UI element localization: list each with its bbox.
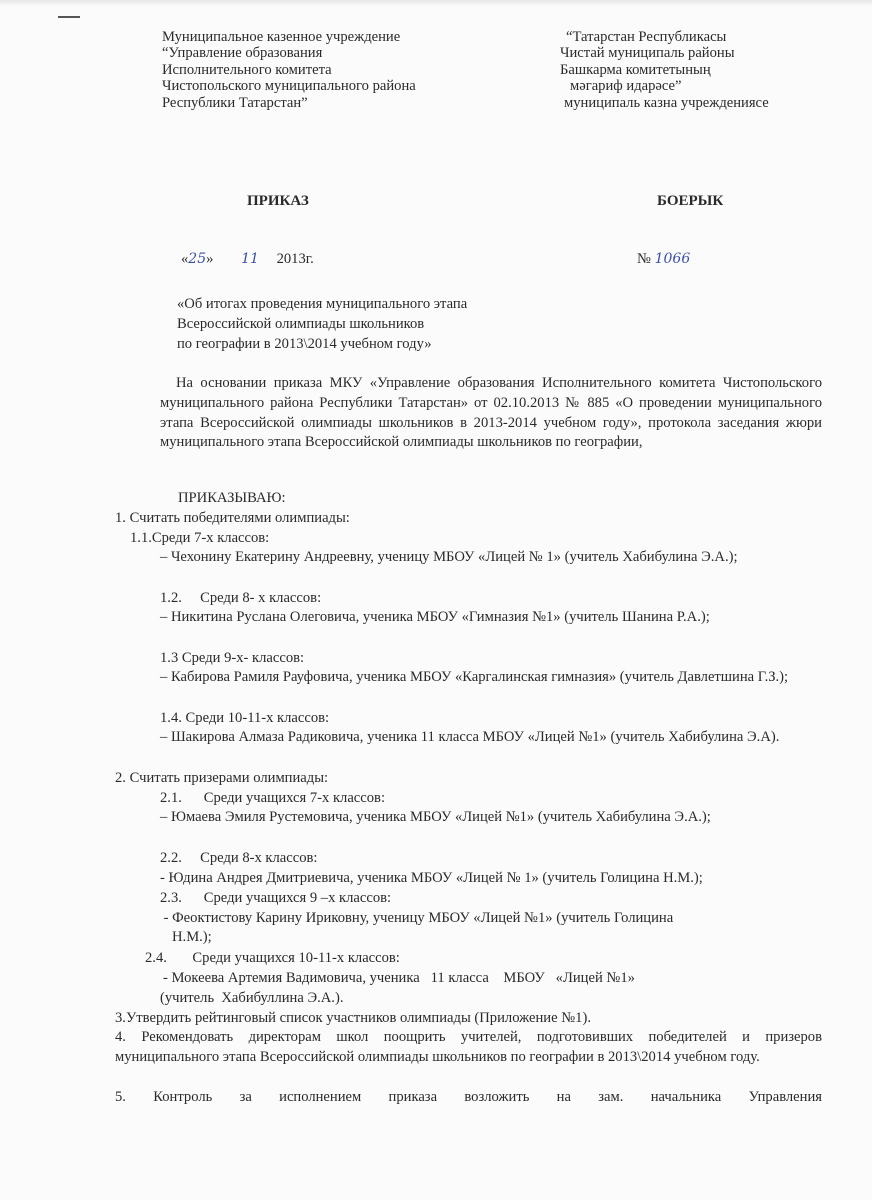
item-2-4: 2.4. Среди учащихся 10-11-х классов: [145, 950, 400, 966]
item-2-1: 2.1. Среди учащихся 7-х классов: [160, 790, 386, 806]
item-1-4-winner: – Шакирова Алмаза Радиковича, ученика 11 класса МБОУ «Лицей №1» (учитель Хабибулина Э.А). [160, 729, 780, 745]
date-day: 25 [188, 251, 207, 267]
item-1-3: 1.3 Среди 9-х- классов: [160, 650, 305, 666]
header-right-line: “Татарстан Республикасы [566, 29, 727, 45]
item-1-2-winner: – Никитина Руслана Олеговича, ученика МБОУ «Гимназия №1» (учитель Шанина Р.А.); [160, 609, 710, 625]
item-1-3-winner: – Кабирова Рамиля Рауфовича, ученика МБОУ «Каргалинская гимназия» (учитель Давлетшина Г.З.); [160, 669, 789, 685]
item-2-4-prize-cont: (учитель Хабибуллина Э.А.). [160, 990, 344, 1006]
subject-line: Всероссийской олимпиады школьников [177, 316, 425, 332]
header-right-line: мәгариф идарәсе” [570, 78, 682, 95]
item-2: 2. Считать призерами олимпиады: [115, 770, 329, 786]
number-label: № [637, 251, 651, 267]
subject-line: по географии в 2013\2014 учебном году» [177, 336, 432, 352]
header-left-line: “Управление образования [162, 45, 323, 62]
header-left [162, 29, 416, 111]
order-number [637, 251, 690, 267]
header-left-line: Республики Татарстан” [162, 94, 308, 111]
subject-line: «Об итогах проведения муниципального этапа [177, 296, 468, 312]
item-1-4: 1.4. Среди 10-11-х классов: [160, 710, 330, 726]
item-4: 4. Рекомендовать директорам школ поощрить учителей, подготовивших победителей и призеров муниципального этапа Всероссийской олимпиады школьников по географии в 2013\2014 учебном году. [115, 1029, 822, 1065]
number-value: 1066 [654, 251, 691, 267]
item-3: 3.Утвердить рейтинговый список участников олимпиады (Приложение №1). [115, 1010, 591, 1026]
item-2-3-prize: - Феоктистову Карину Ириковну, ученицу МБОУ «Лицей №1» (учитель Голицина [160, 910, 674, 926]
item-2-2-prize: - Юдина Андрея Дмитриевича, ученика МБОУ «Лицей № 1» (учитель Голицина Н.М.); [160, 870, 703, 886]
item-5: 5. Контроль за исполнением приказа возложить на зам. начальника Управления [115, 1089, 822, 1105]
item-2-4-prize: - Мокеева Артемия Вадимовича, ученика 11 класса МБОУ «Лицей №1» [163, 970, 635, 986]
item-1-1-winner: – Чехонину Екатерину Андреевну, ученицу МБОУ «Лицей № 1» (учитель Хабибулина Э.А.); [160, 549, 738, 565]
scan-mark [58, 16, 80, 18]
scan-edge [0, 0, 872, 6]
header-right-line: Чистай муниципаль районы [560, 45, 735, 62]
item-2-3-prize-cont: Н.М.); [172, 929, 212, 945]
title-ru: ПРИКАЗ [247, 193, 309, 209]
item-2-1-prize: – Юмаева Эмиля Рустемовича, ученика МБОУ «Лицей №1» (учитель Хабибулина Э.А.); [160, 809, 711, 825]
order-subject [177, 294, 467, 354]
header-right [560, 29, 769, 111]
date-year: 2013г. [276, 251, 314, 267]
item-1-1: 1.1.Среди 7-х классов: [130, 530, 270, 546]
preamble: На основании приказа МКУ «Управление образования Исполнительного комитета Чистопольского муниципального района Республики Татарстан» от 02.10.2013 № 885 «О проведении муниципального этапа Всероссийской олимпиады школьников в 2013-2014 учебном году», протокола заседания жюри муниципального этапа Всероссийской олимпиады школьников по географии, [160, 375, 822, 451]
order-word: ПРИКАЗЫВАЮ: [178, 490, 286, 506]
item-1-2: 1.2. Среди 8- х классов: [160, 590, 322, 606]
date-close: » [206, 251, 214, 267]
date-open: « [181, 251, 189, 267]
header-right-line: Башкарма комитетының [560, 61, 711, 78]
title-tt: БОЕРЫК [657, 193, 724, 209]
header-left-line: Исполнительного комитета [162, 61, 332, 78]
header-left-line: Муниципальное казенное учреждение [162, 29, 401, 45]
item-1: 1. Считать победителями олимпиады: [115, 510, 350, 526]
date-month: 11 [241, 251, 259, 267]
item-2-2: 2.2. Среди 8-х классов: [160, 850, 318, 866]
item-2-3: 2.3. Среди учащихся 9 –х классов: [160, 890, 392, 906]
header-right-line: муниципаль казна учреждениясе [564, 94, 769, 111]
header-left-line: Чистопольского муниципального района [162, 78, 416, 95]
order-date [181, 251, 314, 267]
